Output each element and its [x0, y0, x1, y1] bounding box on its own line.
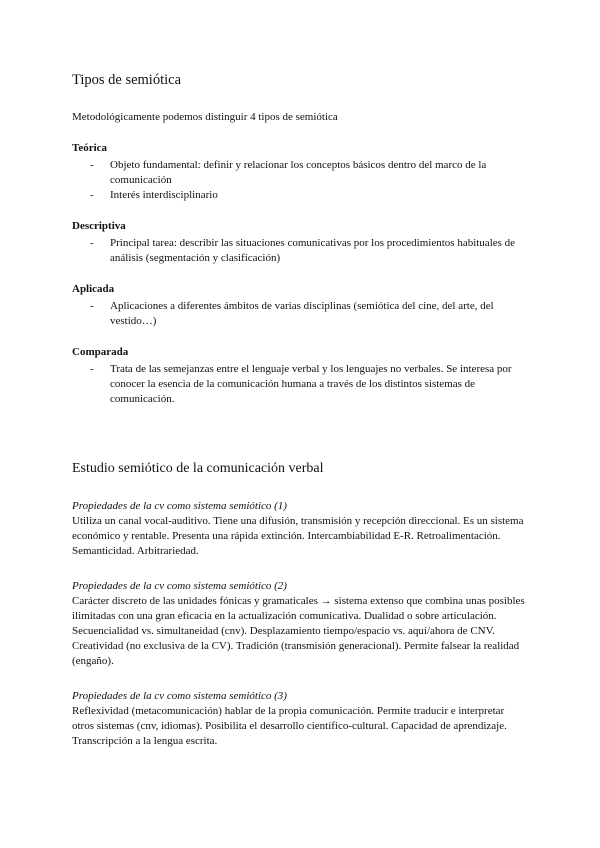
section-title-estudio-semiotico: Estudio semiótico de la comunicación verbal — [72, 461, 324, 476]
section-heading: Comparada — [72, 346, 129, 358]
bullet-list — [72, 158, 527, 203]
subsection-paragraph: Utiliza un canal vocal-auditivo. Tiene una difusión, transmisión y recepción direccional. Es un sistema económico y rentable. Presenta una rápida extinción. Intercambiabilidad E-R. Retroalimentación. Semanticidad. Arbitrariedad. — [72, 515, 524, 557]
bullet-list — [72, 236, 527, 266]
section-heading: Teórica — [72, 142, 108, 154]
bullet-text: Trata de las semejanzas entre el lenguaje verbal y los lenguajes no verbales. Se interesa por conocer la esencia de la comunicación humana a través de los distintos sistemas de comunicación. — [110, 363, 512, 405]
bullet-list — [72, 362, 527, 407]
section-comparada — [72, 345, 527, 407]
bullet-dash: - — [90, 363, 94, 375]
section-heading: Descriptiva — [72, 220, 126, 232]
subsection-paragraph: Carácter discreto de las unidades fónicas y gramaticales → sistema extenso que combina unas posibles ilimitadas con una gran eficacia en la actualización comunicativa. Dualidad o sobre articulación. Secuencialidad vs. simultaneidad (cnv). Desplazamiento tiempo/espacio vs. aquí/ahora de CNV. Creatividad (no exclusiva de la CV). Tradición (transmisión generacional). Permite falsear la realidad (engaño). — [72, 595, 525, 667]
list-item — [72, 158, 527, 188]
bullet-list — [72, 299, 527, 329]
subsection-propiedades-1 — [72, 499, 527, 559]
bullet-text: Interés interdisciplinario — [110, 189, 218, 201]
section-aplicada — [72, 282, 527, 329]
subsection-heading: Propiedades de la cv como sistema semiótico (3) — [72, 690, 287, 702]
subsection-heading: Propiedades de la cv como sistema semiótico (1) — [72, 500, 287, 512]
subsection-paragraph: Reflexividad (metacomunicación) hablar de la propia comunicación. Permite traducir e interpretar otros sistemas (cnv, idiomas). Posibilita el desarrollo científico-cultural. Capacidad de aprendizaje. Transcripción a la lengua escrita. — [72, 705, 507, 747]
intro-paragraph: Metodológicamente podemos distinguir 4 tipos de semiótica — [72, 111, 338, 123]
list-item — [72, 188, 527, 203]
bullet-dash: - — [90, 189, 94, 201]
bullet-text: Aplicaciones a diferentes ámbitos de varias disciplinas (semiótica del cine, del arte, del vestido…) — [110, 300, 494, 327]
bullet-dash: - — [90, 237, 94, 249]
bullet-dash: - — [90, 159, 94, 171]
bullet-text: Objeto fundamental: definir y relacionar los conceptos básicos dentro del marco de la comunicación — [110, 159, 487, 186]
section-descriptiva — [72, 219, 527, 266]
section-teorica — [72, 141, 527, 203]
list-item — [72, 236, 527, 266]
subsection-propiedades-3 — [72, 689, 527, 749]
section-heading: Aplicada — [72, 283, 115, 295]
list-item — [72, 362, 527, 407]
page-title: Tipos de semiótica — [72, 72, 182, 88]
bullet-text: Principal tarea: describir las situaciones comunicativas por los procedimientos habituales de análisis (segmentación y clasificación) — [110, 237, 516, 264]
subsection-propiedades-2 — [72, 579, 527, 669]
list-item — [72, 299, 527, 329]
bullet-dash: - — [90, 300, 94, 312]
subsection-heading: Propiedades de la cv como sistema semiótico (2) — [72, 580, 287, 592]
